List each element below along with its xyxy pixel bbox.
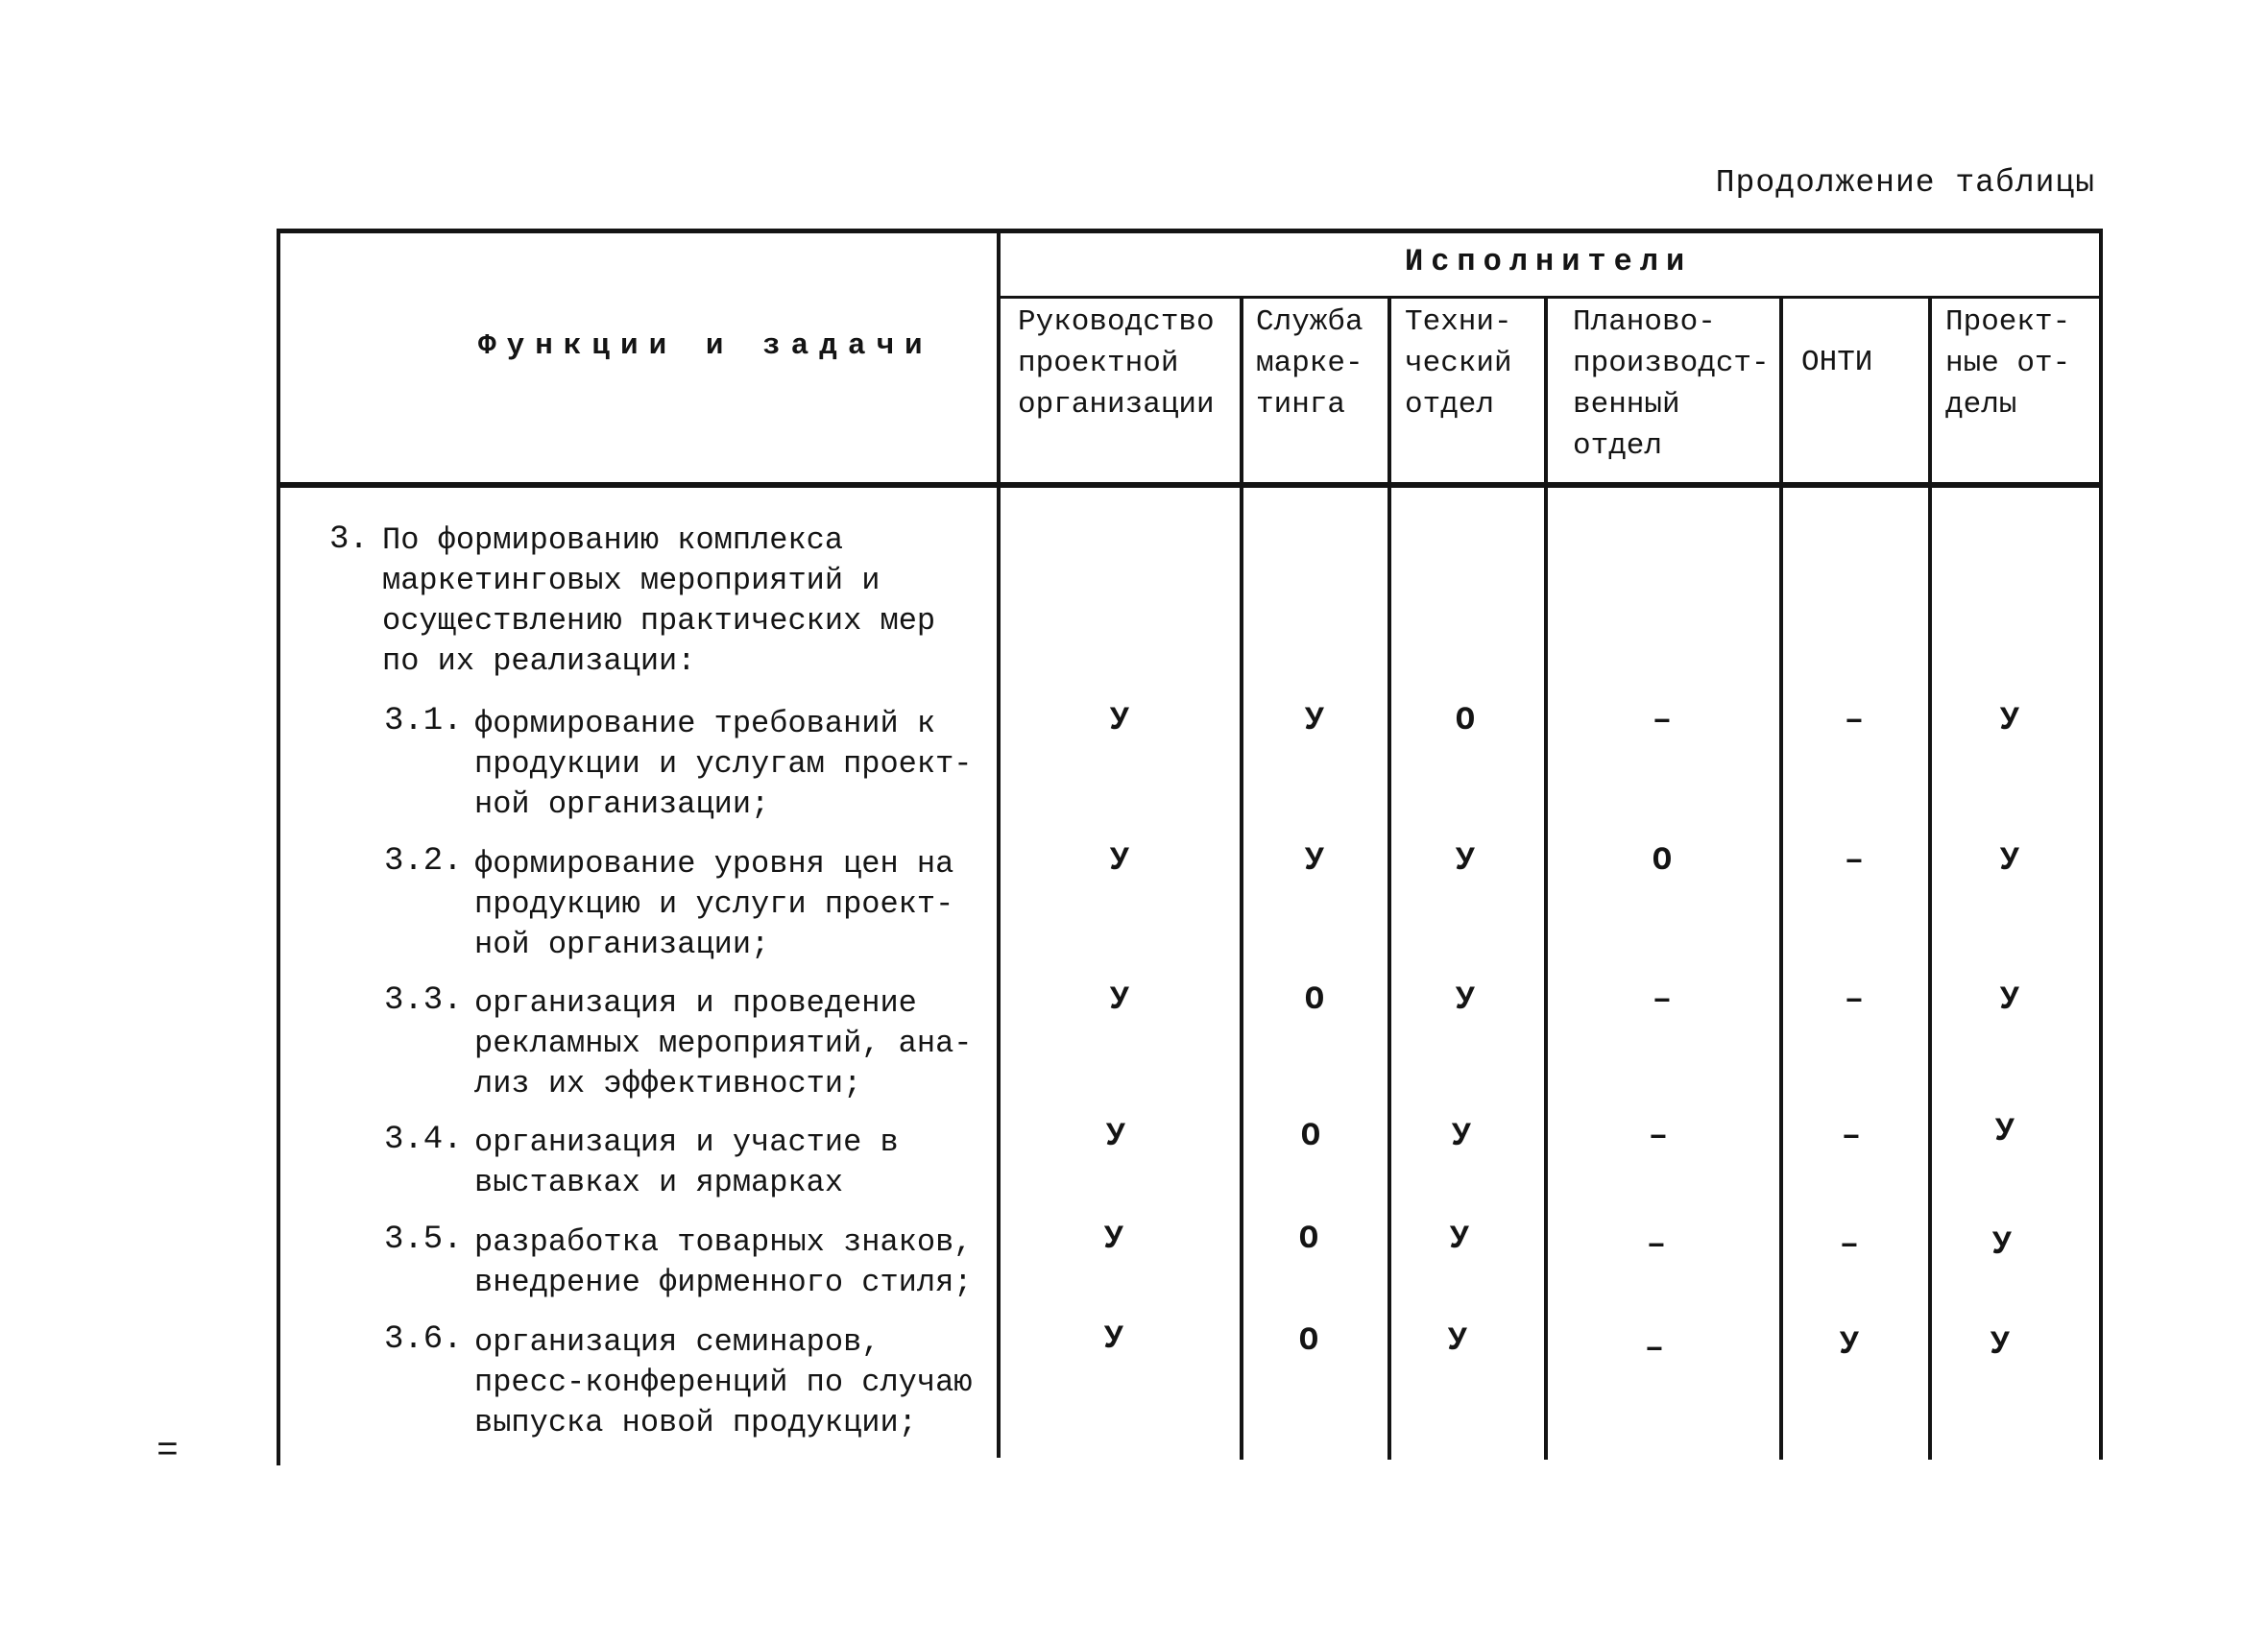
performers-group-rule bbox=[997, 296, 2103, 299]
cell-planning: – bbox=[1646, 1227, 1667, 1264]
cell-planning: – bbox=[1652, 982, 1673, 1019]
cell-project-depts: У bbox=[1999, 982, 2020, 1019]
cell-management: У bbox=[1103, 1321, 1124, 1358]
cell-planning: – bbox=[1644, 1331, 1665, 1367]
table-right-border bbox=[2099, 229, 2103, 1460]
row-task: формирование уровня цен на продукцию и услуги проект- ной организации; bbox=[474, 846, 954, 962]
cell-marketing: О bbox=[1298, 1323, 1319, 1360]
row-number: 3.3. bbox=[384, 982, 463, 1019]
table-continuation-caption: Продолжение таблицы bbox=[1715, 165, 2095, 201]
section-number: 3. bbox=[329, 521, 369, 558]
row-number: 3.2. bbox=[384, 843, 463, 880]
cell-onti: – bbox=[1844, 703, 1865, 739]
column-header-management: Руководство проектной организации bbox=[1018, 305, 1215, 422]
column-divider-2 bbox=[1387, 296, 1391, 1460]
column-divider-functions bbox=[997, 229, 1001, 1458]
column-divider-5 bbox=[1928, 296, 1932, 1460]
cell-project-depts: У bbox=[1990, 1327, 2011, 1364]
cell-planning: О bbox=[1652, 843, 1673, 880]
cell-management: У bbox=[1103, 1222, 1124, 1258]
cell-project-depts: У bbox=[1991, 1227, 2013, 1264]
column-header-planning: Планово- производст- венный отдел bbox=[1573, 305, 1770, 463]
cell-management: У bbox=[1109, 843, 1130, 880]
row-task: организация семинаров, пресс-конференций по случаю выпуска новой продукции; bbox=[474, 1324, 973, 1440]
row-number: 3.1. bbox=[384, 703, 463, 739]
column-divider-4 bbox=[1779, 296, 1783, 1460]
row-task: организация и проведение рекламных мероприятий, ана- лиз их эффективности; bbox=[474, 985, 973, 1101]
cell-technical: У bbox=[1451, 1119, 1472, 1155]
cell-management: У bbox=[1109, 982, 1130, 1019]
table-left-border bbox=[277, 229, 280, 1465]
column-divider-3 bbox=[1544, 296, 1548, 1460]
cell-project-depts: У bbox=[1999, 843, 2020, 880]
functions-column-header: Функции и задачи bbox=[478, 329, 933, 363]
cell-marketing: У bbox=[1304, 703, 1325, 739]
header-bottom-rule bbox=[277, 482, 2103, 488]
cell-technical: У bbox=[1449, 1222, 1470, 1258]
row-number: 3.5. bbox=[384, 1222, 463, 1258]
section-title: По формированию комплекса маркетинговых мероприятий и осуществлению практических мер по их реализации: bbox=[382, 522, 936, 679]
column-header-project-depts: Проект- ные от- делы bbox=[1945, 305, 2071, 422]
performers-group-header: Исполнители bbox=[1405, 244, 1693, 279]
cell-onti: – bbox=[1839, 1227, 1860, 1264]
row-number: 3.6. bbox=[384, 1321, 463, 1358]
cell-planning: – bbox=[1652, 703, 1673, 739]
cell-technical: У bbox=[1455, 843, 1476, 880]
table-top-border bbox=[277, 229, 2103, 233]
responsibility-table bbox=[277, 229, 2103, 1465]
cell-management: У bbox=[1109, 703, 1130, 739]
row-task: формирование требований к продукции и услугам проект- ной организации; bbox=[474, 706, 973, 822]
cell-marketing: О bbox=[1300, 1119, 1321, 1155]
cell-marketing: О bbox=[1298, 1222, 1319, 1258]
row-task: организация и участие в выставках и ярмарках bbox=[474, 1125, 899, 1200]
margin-mark: = bbox=[157, 1431, 179, 1472]
column-header-marketing: Служба марке- тинга bbox=[1256, 305, 1363, 422]
cell-marketing: О bbox=[1304, 982, 1325, 1019]
cell-project-depts: У bbox=[1994, 1114, 2015, 1150]
row-number: 3.4. bbox=[384, 1122, 463, 1158]
cell-onti: – bbox=[1841, 1119, 1862, 1155]
cell-onti: У bbox=[1839, 1327, 1860, 1364]
cell-planning: – bbox=[1648, 1119, 1669, 1155]
column-header-technical: Техни- ческий отдел bbox=[1405, 305, 1512, 422]
column-divider-1 bbox=[1240, 296, 1243, 1460]
cell-technical: О bbox=[1455, 703, 1476, 739]
cell-technical: У bbox=[1447, 1323, 1468, 1360]
column-header-onti: ОНТИ bbox=[1801, 346, 1873, 379]
row-task: разработка товарных знаков, внедрение фирменного стиля; bbox=[474, 1224, 973, 1300]
cell-onti: – bbox=[1844, 982, 1865, 1019]
cell-marketing: У bbox=[1304, 843, 1325, 880]
cell-project-depts: У bbox=[1999, 703, 2020, 739]
cell-technical: У bbox=[1455, 982, 1476, 1019]
cell-management: У bbox=[1105, 1119, 1126, 1155]
cell-onti: – bbox=[1844, 843, 1865, 880]
